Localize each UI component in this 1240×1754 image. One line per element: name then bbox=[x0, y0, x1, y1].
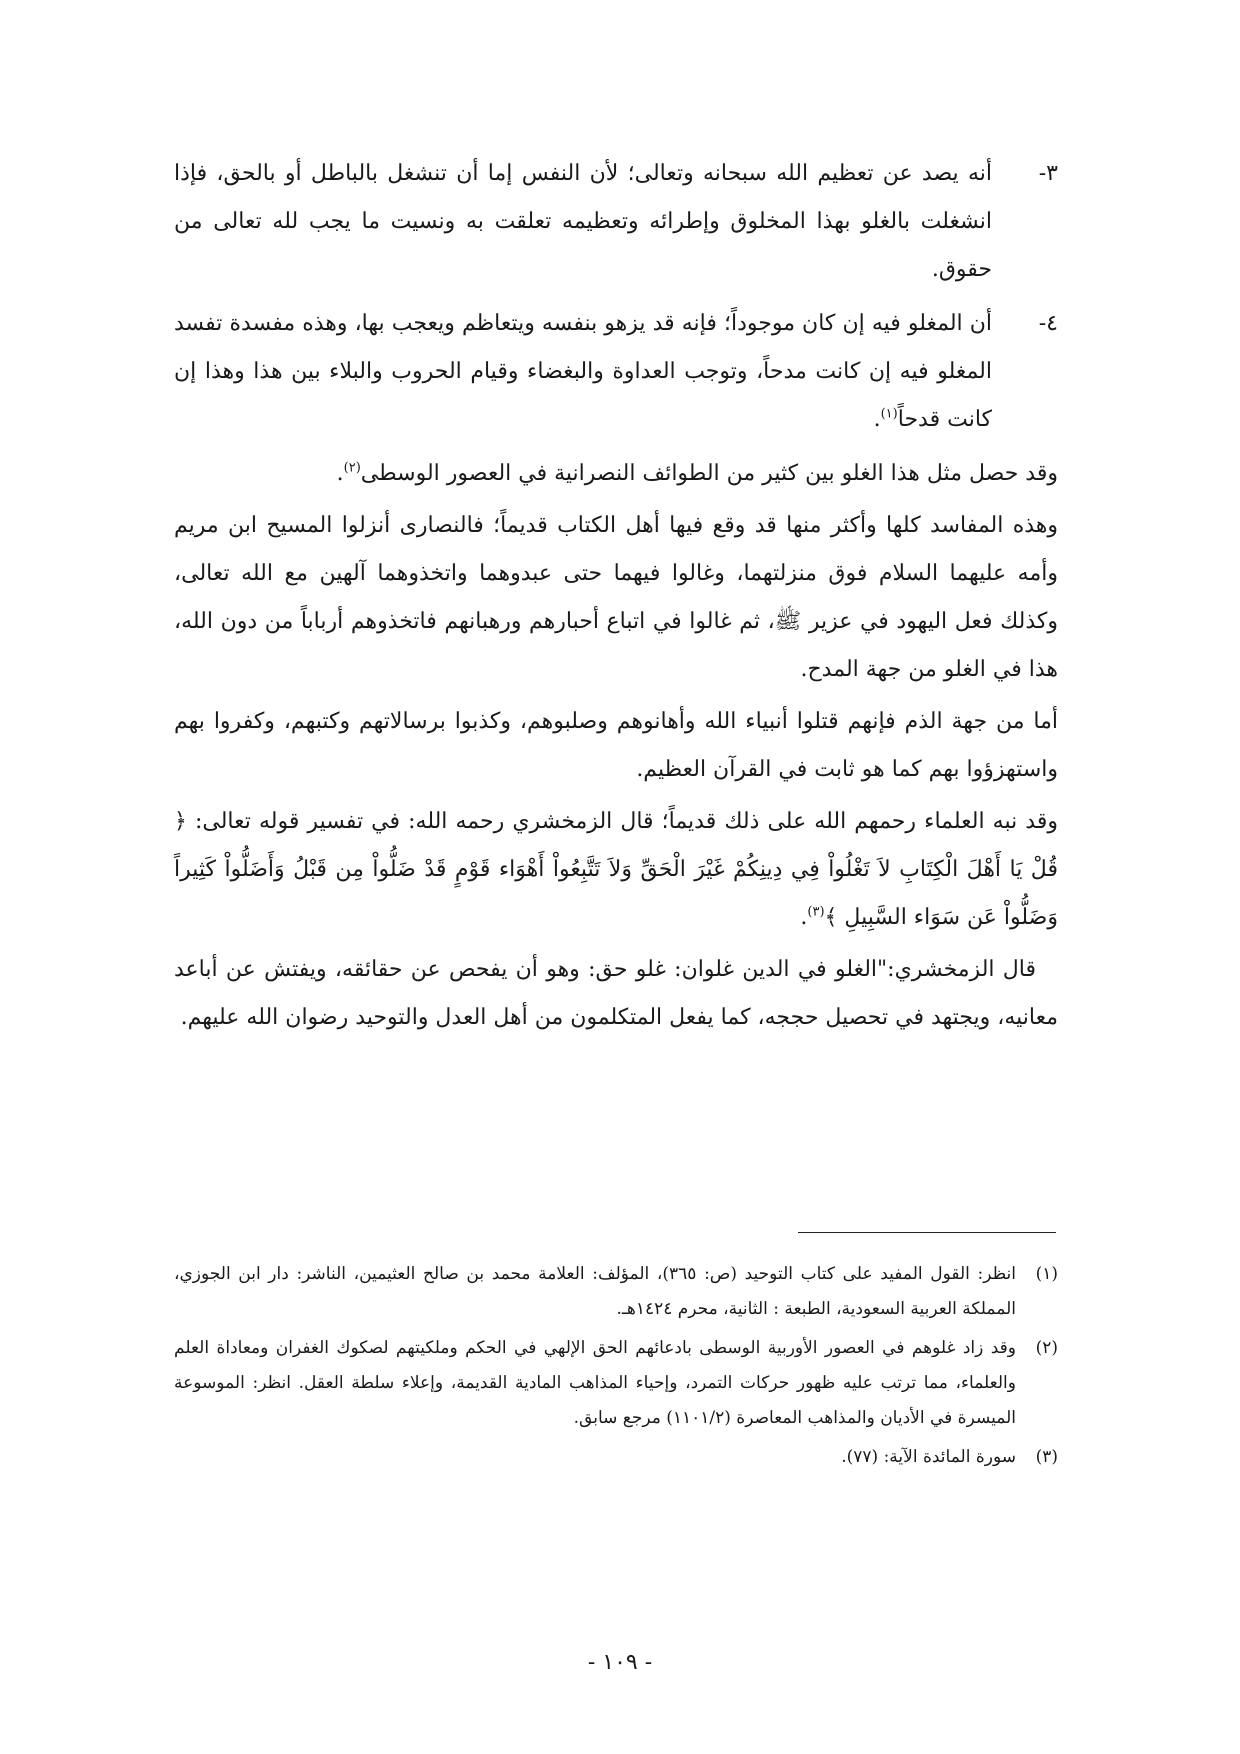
paragraph-end: . bbox=[336, 461, 344, 486]
footnote-marker: (٢) bbox=[1035, 1338, 1058, 1358]
paragraph-2: وهذه المفاسد كلها وأكثر منها قد وقع فيها أهل الكتاب قديماً؛ فالنصارى أنزلوا المسيح ابن مريم وأمه عليهما السلام فوق منزلتهما، وغالوا فيهما حتى عبدوهما واتخذوهما آلهين مع الله تعالى، وكذلك فعل اليهود في عزير ﷺ، ثم غالوا في اتباع أحبارهم ورهبانهم فاتخذوهم أرباباً من دون الله، هذا في الغلو من جهة المدح. bbox=[174, 513, 1058, 682]
paragraph-3: أما من جهة الذم فإنهم قتلوا أنبياء الله وأهانوهم وصلبوهم، وكذبوا برسالاتهم وكتبهم، وكفروا بهم واستهزؤوا بهم كما هو ثابت في القرآن العظيم. bbox=[174, 709, 1058, 782]
footnote-marker: (١) bbox=[1035, 1264, 1058, 1284]
paragraph-5: قال الزمخشري:"الغلو في الدين غلوان: غلو حق: وهو أن يفحص عن حقائقه، ويفتش عن أباعد معانيه، ويجتهد في تحصيل حججه، كما يفعل المتكلمون من أهل العدل والتوحيد رضوان الله عليهم. bbox=[174, 957, 1058, 1030]
footnotes bbox=[174, 1257, 1058, 1479]
footnote-separator bbox=[798, 1232, 1056, 1233]
numbered-item-4 bbox=[174, 300, 1058, 444]
paragraph-end: . bbox=[800, 905, 808, 930]
numbered-item-3 bbox=[174, 150, 1058, 294]
quran-verse: ﴿ قُلْ يَا أَهْلَ الْكِتَابِ لاَ تَغْلُواْ فِي دِينِكُمْ غَيْرَ الْحَقِّ وَلاَ تَتَّبِعُواْ أَهْوَاء قَوْمٍ قَدْ ضَلُّواْ مِن قَبْلُ وَأَضَلُّواْ كَثِيراً وَضَلُّواْ عَن سَوَاء السَّبِيلِ ﴾ bbox=[174, 809, 1058, 930]
footnote-1 bbox=[174, 1257, 1058, 1327]
footnote-marker: (٣) bbox=[1035, 1447, 1058, 1467]
footnote-ref[interactable]: (١) bbox=[880, 406, 898, 422]
footnote-3 bbox=[174, 1440, 1058, 1475]
footnote-2 bbox=[174, 1331, 1058, 1436]
main-text bbox=[174, 150, 1058, 1046]
paragraph-4 bbox=[174, 798, 1058, 942]
page-number: - ١٠٩ - bbox=[587, 1650, 653, 1675]
paragraph-1 bbox=[174, 450, 1058, 498]
footnote-text: انظر: القول المفيد على كتاب التوحيد (ص: ٣٦٥)، المؤلف: العلامة محمد بن صالح العثيمين، الناشر: دار ابن الجوزي، المملكة العربية السعودية، الطبعة : الثانية، محرم ١٤٢٤هـ. bbox=[174, 1264, 1016, 1319]
paragraph-text: وقد حصل مثل هذا الغلو بين كثير من الطوائف النصرانية في العصور الوسطى bbox=[360, 461, 1058, 486]
paragraph-intro: وقد نبه العلماء رحمهم الله على ذلك قديماً؛ قال الزمخشري رحمه الله: في تفسير قوله تعالى: bbox=[186, 809, 1058, 834]
item-marker: ٤- bbox=[1038, 311, 1058, 336]
item-text: أن المغلو فيه إن كان موجوداً؛ فإنه قد يزهو بنفسه ويتعاظم ويعجب بها، وهذه مفسدة تفسد المغلو فيه إن كانت مدحاً، وتوجب العداوة والبغضاء وقيام الحروب والبلاء بين هذا وهذا إن كانت قدحاً bbox=[174, 311, 992, 432]
footnote-text: سورة المائدة الآية: (٧٧). bbox=[841, 1447, 1016, 1467]
item-marker: ٣- bbox=[1038, 161, 1058, 186]
footnote-ref[interactable]: (٣) bbox=[807, 904, 825, 920]
footnote-ref[interactable]: (٢) bbox=[343, 460, 361, 476]
item-text: أنه يصد عن تعظيم الله سبحانه وتعالى؛ لأن النفس إما أن تنشغل بالباطل أو بالحق، فإذا انشغلت بالغلو بهذا المخلوق وإطرائه وتعظيمه تعلقت به ونسيت ما يجب لله تعالى من حقوق. bbox=[174, 161, 992, 282]
item-end: . bbox=[873, 407, 881, 432]
footnote-text: وقد زاد غلوهم في العصور الأوربية الوسطى بادعائهم الحق الإلهي في الحكم وملكيتهم لصكوك الغفران ومعاداة العلم والعلماء، مما ترتب عليه ظهور حركات التمرد، وإحياء المذاهب المادية القديمة، وإعلاء سلطة العقل. انظر: الموسوعة الميسرة في الأديان والمذاهب المعاصرة (١١٠١/٢) مرجع سابق. bbox=[174, 1338, 1016, 1428]
item-text-wrapper bbox=[174, 300, 992, 444]
